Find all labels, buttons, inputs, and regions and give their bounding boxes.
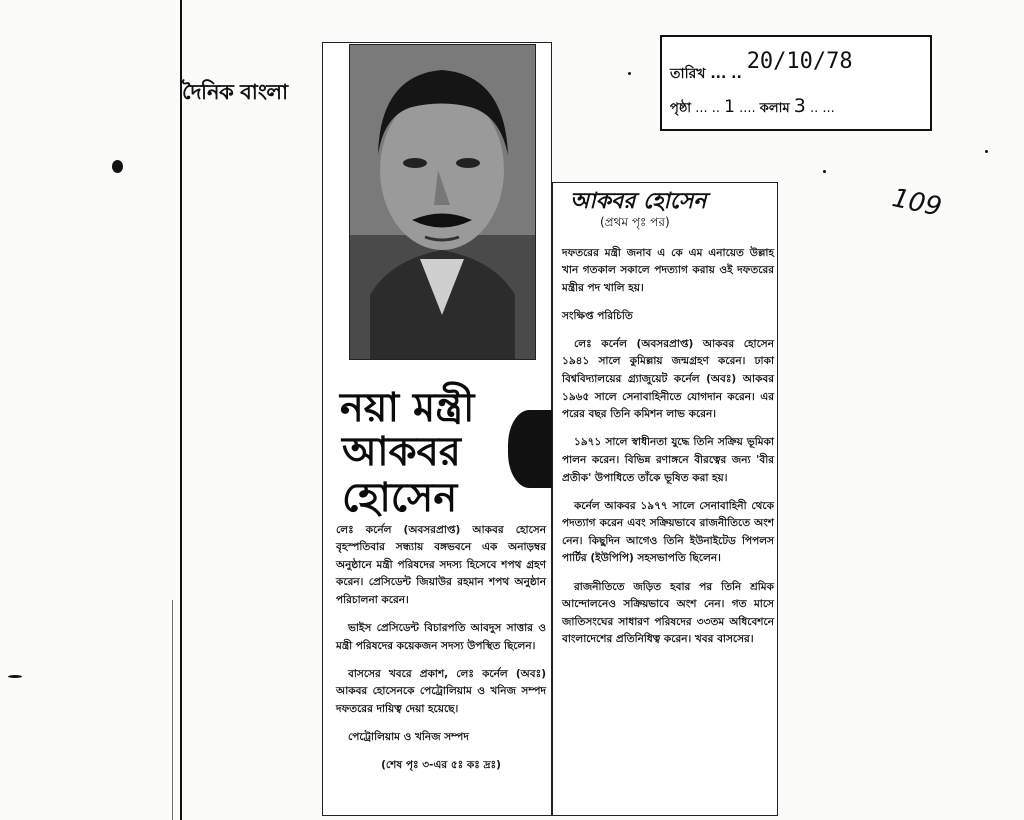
page-label: পৃষ্ঠা (670, 101, 692, 116)
from-page-note: (প্রথম পৃঃ পর) (600, 215, 670, 229)
date-value: 20/10/78 (746, 49, 853, 74)
stamp-dots: .. ... (809, 101, 835, 116)
left-paragraph: বাসসের খবরে প্রকাশ, লেঃ কর্নেল (অবঃ) আকবর হোসেনকে পেট্রোলিয়াম ও খনিজ সম্পদ দফতরের দায়িত্ব দেয়া হয়েছে। (336, 667, 546, 715)
stamp-dots: .... (739, 101, 756, 116)
left-article-body (336, 511, 546, 785)
ink-blot (112, 160, 123, 173)
subhead: সংক্ষিপ্ত পরিচিতি (562, 309, 633, 322)
right-article-body (562, 234, 774, 659)
folio-number: 109 (889, 183, 945, 223)
left-paragraph: পেট্রোলিয়াম ও খনিজ সম্পদ (348, 730, 469, 743)
speck (628, 72, 631, 75)
continued-note: (শেষ পৃঃ ৩-এর ৫ঃ কঃ দ্রঃ) (381, 759, 501, 772)
headline-line-2: আকবর (342, 429, 461, 475)
left-paragraph: ভাইস প্রেসিডেন্ট বিচারপতি আবদুস সাত্তার ও মন্ত্রী পরিষদের কয়েকজন সদস্য উপস্থিত ছিলেন। (336, 621, 546, 652)
bio-paragraph: কর্নেল আকবর ১৯৭৭ সালে সেনাবাহিনী থেকে পদত্যাগ করেন এবং সক্রিয়ভাবে রাজনীতিতে অংশ নেন। কিছুদিন আগেও তিনি ইউনাইটেড পিপলস পার্টির (ইউপিপি) সহসভাপতি ছিলেন। (562, 499, 774, 565)
column-label: কলাম (759, 101, 790, 116)
portrait-photo (349, 44, 536, 360)
page-edge-rule (172, 600, 173, 820)
left-paragraph: লেঃ কর্নেল (অবসরপ্রাপ্ত) আকবর হোসেন বৃহস্পতিবার সন্ধ্যায় বঙ্গভবনে এক অনাড়ম্বর অনুষ্ঠানে মন্ত্রী পরিষদের সদস্য হিসেবে শপথ গ্রহণ করেন। প্রেসিডেন্ট জিয়াউর রহমান শপথ অনুষ্ঠান পরিচালনা করেন। (336, 523, 546, 606)
archive-stamp (660, 35, 932, 131)
page-margin-rule (180, 0, 182, 820)
speck (985, 150, 988, 153)
page-value: 1 (724, 97, 735, 117)
masthead-newspaper-name: দৈনিক বাংলা (182, 80, 288, 104)
bio-paragraph: লেঃ কর্নেল (অবসরপ্রাপ্ত) আকবর হোসেন ১৯৪১ সালে কুমিল্লায় জন্মগ্রহণ করেন। ঢাকা বিশ্ববিদ্যালয়ের গ্র্যাজুয়েট কর্নেল (অবঃ) আকবর ১৯৬৫ সালে সেনাবাহিনীতে যোগদান করেন। এর পরের বছর তিনি কমিশন লাভ করেন। (562, 337, 774, 421)
bio-paragraph: ১৯৭১ সালে স্বাধীনতা যুদ্ধে তিনি সক্রিয় ভূমিকা পালন করেন। বিভিন্ন রণাঙ্গনে বীরত্বের জন্য 'বীর প্রতীক' উপাধিতে তাঁকে ভূষিত করা হয়। (562, 436, 774, 484)
date-label: তারিখ (670, 66, 706, 82)
headline-line-3: হোসেন (342, 475, 458, 521)
right-paragraph: দফতরের মন্ত্রী জনাব এ কে এম এনায়েত উল্লাহ খান গতকাল সকালে পদত্যাগ করায় ওই দফতরের মন্ত্রীর পদ খালি হয়। (562, 246, 774, 294)
portrait-image (350, 45, 535, 359)
speck (823, 170, 826, 173)
stamp-dots: ... .. (695, 101, 721, 116)
speck (8, 675, 22, 678)
ink-blot (508, 410, 556, 488)
right-article-title: আকবর হোসেন (570, 189, 707, 214)
headline-line-1: নয়া মন্ত্রী (340, 385, 475, 431)
column-value: 3 (793, 95, 806, 117)
stamp-dots: ... .. (710, 66, 742, 82)
bio-paragraph: রাজনীতিতে জড়িত হবার পর তিনি শ্রমিক আন্দোলনেও সক্রিয়ভাবে অংশ নেন। গত মাসে জাতিসংঘের সাধারণ পরিষদের ৩৩তম অধিবেশনে বাংলাদেশের প্রতিনিধিত্ব করেন। খবর বাসসের। (562, 580, 774, 646)
